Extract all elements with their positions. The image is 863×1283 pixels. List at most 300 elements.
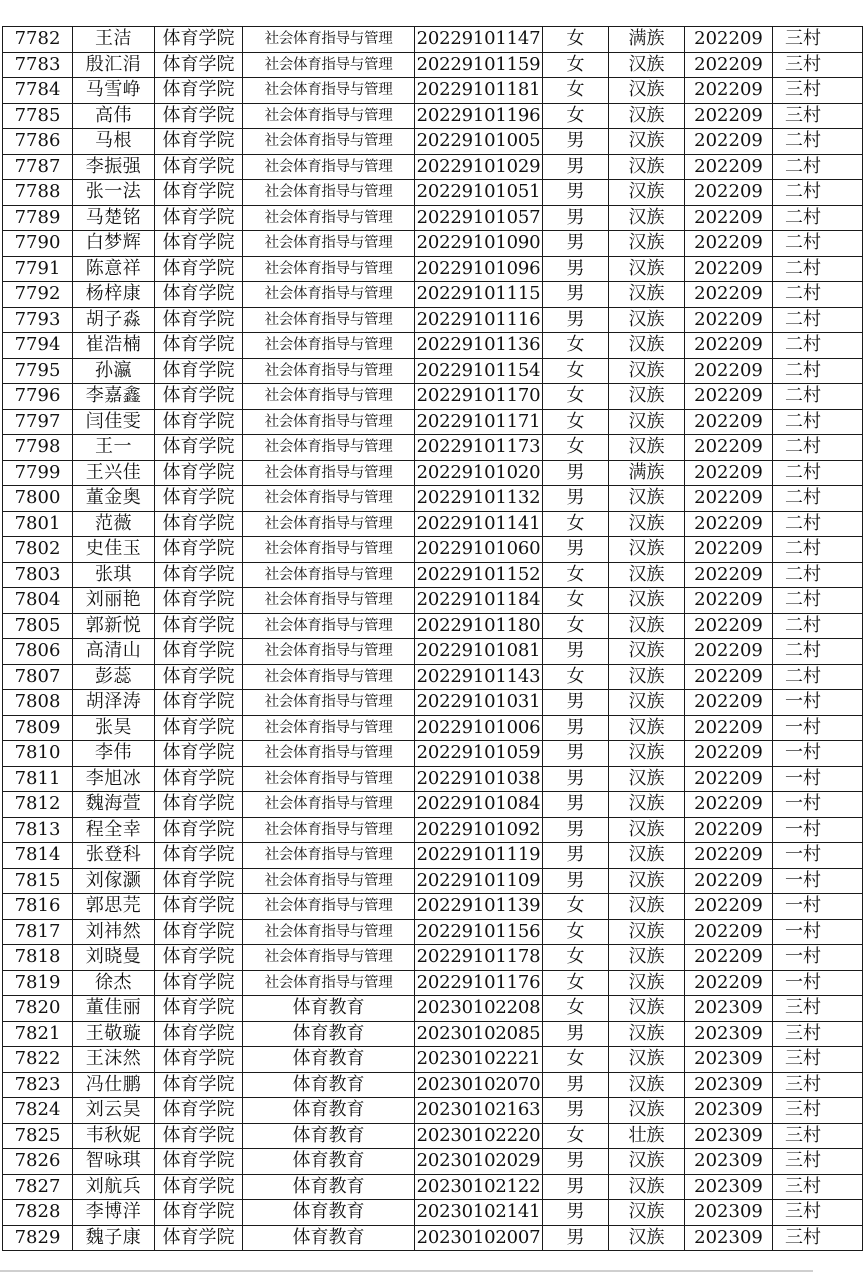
cell-enrollment: 202209 [685,256,773,282]
cell-college: 体育学院 [155,231,243,257]
cell-row-number: 7782 [3,27,73,53]
table-row [3,231,863,257]
cell-major: 体育教育 [243,996,415,1022]
cell-gender: 女 [543,511,609,537]
table-row [3,664,863,690]
cell-row-number: 7785 [3,103,73,129]
cell-college: 体育学院 [155,129,243,155]
cell-student-name: 王敬璇 [73,1021,155,1047]
cell-student-name: 马楚铭 [73,205,155,231]
cell-student-id: 20229101020 [415,460,543,486]
cell-student-name: 王一 [73,435,155,461]
cell-major: 社会体育指导与管理 [243,27,415,53]
cell-gender: 男 [543,1098,609,1124]
cell-enrollment: 202209 [685,511,773,537]
cell-ethnicity: 汉族 [609,766,685,792]
cell-student-name: 张一法 [73,180,155,206]
table-row [3,766,863,792]
cell-major: 社会体育指导与管理 [243,664,415,690]
cell-student-id: 20229101170 [415,384,543,410]
cell-row-number: 7789 [3,205,73,231]
cell-truncated-column: 三村 [773,1123,863,1149]
cell-student-id: 20229101171 [415,409,543,435]
cell-truncated-column: 二村 [773,333,863,359]
cell-student-id: 20229101173 [415,435,543,461]
cell-ethnicity: 汉族 [609,562,685,588]
cell-major: 体育教育 [243,1072,415,1098]
cell-ethnicity: 汉族 [609,1072,685,1098]
cell-student-name: 高清山 [73,639,155,665]
cell-gender: 男 [543,639,609,665]
cell-major: 社会体育指导与管理 [243,231,415,257]
cell-row-number: 7823 [3,1072,73,1098]
cell-major: 社会体育指导与管理 [243,486,415,512]
table-row [3,1225,863,1251]
cell-ethnicity: 汉族 [609,894,685,920]
table-row [3,52,863,78]
cell-gender: 男 [543,1200,609,1226]
cell-enrollment: 202209 [685,537,773,563]
cell-enrollment: 202209 [685,27,773,53]
cell-college: 体育学院 [155,205,243,231]
cell-enrollment: 202209 [685,970,773,996]
cell-major: 体育教育 [243,1225,415,1251]
cell-enrollment: 202209 [685,766,773,792]
cell-gender: 男 [543,817,609,843]
cell-gender: 男 [543,690,609,716]
cell-ethnicity: 汉族 [609,945,685,971]
cell-truncated-column: 二村 [773,664,863,690]
table-row [3,715,863,741]
cell-truncated-column: 二村 [773,205,863,231]
cell-student-id: 20229101005 [415,129,543,155]
cell-student-name: 白梦辉 [73,231,155,257]
cell-row-number: 7828 [3,1200,73,1226]
cell-enrollment: 202209 [685,282,773,308]
cell-truncated-column: 三村 [773,1200,863,1226]
cell-ethnicity: 汉族 [609,1047,685,1073]
cell-truncated-column: 二村 [773,435,863,461]
cell-truncated-column: 一村 [773,817,863,843]
cell-ethnicity: 汉族 [609,103,685,129]
cell-gender: 女 [543,52,609,78]
cell-truncated-column: 三村 [773,103,863,129]
cell-college: 体育学院 [155,358,243,384]
cell-student-id: 20229101178 [415,945,543,971]
cell-row-number: 7798 [3,435,73,461]
cell-ethnicity: 壮族 [609,1123,685,1149]
cell-major: 体育教育 [243,1174,415,1200]
cell-ethnicity: 汉族 [609,1098,685,1124]
cell-truncated-column: 一村 [773,970,863,996]
table-row [3,970,863,996]
cell-college: 体育学院 [155,154,243,180]
cell-truncated-column: 三村 [773,1174,863,1200]
cell-major: 社会体育指导与管理 [243,384,415,410]
cell-row-number: 7803 [3,562,73,588]
cell-student-name: 殷汇涓 [73,52,155,78]
cell-truncated-column: 三村 [773,1225,863,1251]
table-row [3,180,863,206]
cell-enrollment: 202209 [685,894,773,920]
cell-college: 体育学院 [155,409,243,435]
cell-truncated-column: 二村 [773,231,863,257]
table-row [3,27,863,53]
cell-row-number: 7808 [3,690,73,716]
cell-gender: 男 [543,537,609,563]
cell-row-number: 7792 [3,282,73,308]
cell-enrollment: 202209 [685,868,773,894]
cell-ethnicity: 汉族 [609,996,685,1022]
cell-ethnicity: 汉族 [609,970,685,996]
cell-major: 社会体育指导与管理 [243,511,415,537]
cell-row-number: 7815 [3,868,73,894]
cell-major: 社会体育指导与管理 [243,588,415,614]
cell-ethnicity: 汉族 [609,307,685,333]
cell-truncated-column: 一村 [773,715,863,741]
cell-ethnicity: 汉族 [609,588,685,614]
cell-truncated-column: 二村 [773,180,863,206]
table-row [3,639,863,665]
cell-gender: 男 [543,231,609,257]
cell-row-number: 7816 [3,894,73,920]
cell-student-name: 高伟 [73,103,155,129]
cell-enrollment: 202209 [685,409,773,435]
cell-row-number: 7783 [3,52,73,78]
cell-college: 体育学院 [155,486,243,512]
cell-truncated-column: 三村 [773,78,863,104]
cell-student-name: 胡泽涛 [73,690,155,716]
cell-major: 体育教育 [243,1098,415,1124]
cell-truncated-column: 三村 [773,1149,863,1175]
cell-student-name: 魏海萱 [73,792,155,818]
cell-truncated-column: 一村 [773,741,863,767]
cell-enrollment: 202209 [685,664,773,690]
cell-enrollment: 202309 [685,996,773,1022]
cell-ethnicity: 满族 [609,460,685,486]
cell-ethnicity: 汉族 [609,868,685,894]
cell-row-number: 7786 [3,129,73,155]
cell-row-number: 7821 [3,1021,73,1047]
cell-truncated-column: 二村 [773,282,863,308]
cell-student-id: 20229101156 [415,919,543,945]
table-row [3,945,863,971]
cell-student-id: 20230102220 [415,1123,543,1149]
cell-enrollment: 202309 [685,1225,773,1251]
cell-row-number: 7788 [3,180,73,206]
table-row [3,78,863,104]
cell-student-name: 范薇 [73,511,155,537]
cell-student-id: 20229101154 [415,358,543,384]
cell-student-name: 冯仕鹏 [73,1072,155,1098]
cell-student-name: 孙瀛 [73,358,155,384]
cell-college: 体育学院 [155,1123,243,1149]
table-row [3,741,863,767]
cell-college: 体育学院 [155,52,243,78]
table-row [3,1123,863,1149]
cell-student-id: 20230102085 [415,1021,543,1047]
cell-gender: 女 [543,435,609,461]
cell-major: 社会体育指导与管理 [243,358,415,384]
cell-student-name: 胡子淼 [73,307,155,333]
cell-row-number: 7800 [3,486,73,512]
cell-enrollment: 202209 [685,715,773,741]
cell-enrollment: 202209 [685,562,773,588]
cell-gender: 女 [543,103,609,129]
cell-ethnicity: 汉族 [609,1225,685,1251]
cell-major: 社会体育指导与管理 [243,843,415,869]
cell-college: 体育学院 [155,894,243,920]
cell-student-id: 20229101143 [415,664,543,690]
cell-major: 社会体育指导与管理 [243,333,415,359]
cell-enrollment: 202309 [685,1123,773,1149]
cell-row-number: 7813 [3,817,73,843]
cell-row-number: 7810 [3,741,73,767]
cell-student-name: 刘丽艳 [73,588,155,614]
cell-major: 社会体育指导与管理 [243,52,415,78]
cell-student-id: 20229101060 [415,537,543,563]
cell-ethnicity: 汉族 [609,409,685,435]
table-row [3,1098,863,1124]
table-row [3,894,863,920]
cell-major: 社会体育指导与管理 [243,205,415,231]
cell-student-id: 20229101132 [415,486,543,512]
cell-major: 社会体育指导与管理 [243,78,415,104]
cell-gender: 男 [543,766,609,792]
cell-row-number: 7824 [3,1098,73,1124]
cell-ethnicity: 汉族 [609,256,685,282]
cell-college: 体育学院 [155,1021,243,1047]
table-row [3,843,863,869]
cell-student-name: 刘傢灏 [73,868,155,894]
cell-truncated-column: 三村 [773,1047,863,1073]
cell-student-name: 闫佳雯 [73,409,155,435]
table-row [3,1174,863,1200]
cell-student-name: 李振强 [73,154,155,180]
cell-student-id: 20229101196 [415,103,543,129]
cell-ethnicity: 汉族 [609,435,685,461]
cell-student-name: 史佳玉 [73,537,155,563]
cell-row-number: 7826 [3,1149,73,1175]
cell-row-number: 7822 [3,1047,73,1073]
cell-student-id: 20229101181 [415,78,543,104]
cell-row-number: 7811 [3,766,73,792]
cell-gender: 女 [543,945,609,971]
cell-student-id: 20229101139 [415,894,543,920]
cell-ethnicity: 汉族 [609,817,685,843]
cell-major: 社会体育指导与管理 [243,715,415,741]
cell-enrollment: 202209 [685,945,773,971]
cell-major: 体育教育 [243,1123,415,1149]
cell-row-number: 7812 [3,792,73,818]
table-row [3,817,863,843]
cell-student-name: 刘晓曼 [73,945,155,971]
cell-gender: 男 [543,180,609,206]
cell-student-id: 20230102163 [415,1098,543,1124]
cell-student-name: 魏子康 [73,1225,155,1251]
cell-student-name: 韦秋妮 [73,1123,155,1149]
cell-college: 体育学院 [155,690,243,716]
table-row [3,409,863,435]
cell-truncated-column: 二村 [773,588,863,614]
cell-student-name: 刘祎然 [73,919,155,945]
cell-college: 体育学院 [155,282,243,308]
cell-college: 体育学院 [155,715,243,741]
cell-ethnicity: 汉族 [609,180,685,206]
cell-college: 体育学院 [155,1174,243,1200]
cell-enrollment: 202209 [685,613,773,639]
table-row [3,307,863,333]
cell-major: 社会体育指导与管理 [243,970,415,996]
cell-college: 体育学院 [155,384,243,410]
cell-college: 体育学院 [155,333,243,359]
cell-enrollment: 202209 [685,333,773,359]
cell-row-number: 7799 [3,460,73,486]
cell-student-id: 20230102208 [415,996,543,1022]
table-row [3,996,863,1022]
cell-student-id: 20229101038 [415,766,543,792]
cell-enrollment: 202209 [685,129,773,155]
cell-major: 社会体育指导与管理 [243,129,415,155]
cell-major: 社会体育指导与管理 [243,537,415,563]
cell-truncated-column: 二村 [773,358,863,384]
cell-truncated-column: 一村 [773,690,863,716]
cell-college: 体育学院 [155,868,243,894]
cell-ethnicity: 汉族 [609,384,685,410]
cell-row-number: 7791 [3,256,73,282]
cell-student-id: 20229101116 [415,307,543,333]
cell-enrollment: 202309 [685,1072,773,1098]
cell-student-id: 20229101051 [415,180,543,206]
cell-major: 社会体育指导与管理 [243,613,415,639]
cell-college: 体育学院 [155,460,243,486]
table-row [3,205,863,231]
cell-major: 社会体育指导与管理 [243,460,415,486]
cell-major: 社会体育指导与管理 [243,154,415,180]
cell-truncated-column: 二村 [773,562,863,588]
cell-ethnicity: 汉族 [609,358,685,384]
cell-student-id: 20229101084 [415,792,543,818]
cell-student-name: 马根 [73,129,155,155]
cell-ethnicity: 汉族 [609,741,685,767]
cell-student-name: 马雪峥 [73,78,155,104]
cell-college: 体育学院 [155,256,243,282]
cell-student-id: 20229101029 [415,154,543,180]
cell-ethnicity: 汉族 [609,486,685,512]
cell-truncated-column: 二村 [773,537,863,563]
cell-enrollment: 202209 [685,919,773,945]
cell-college: 体育学院 [155,792,243,818]
cell-enrollment: 202209 [685,384,773,410]
cell-gender: 男 [543,868,609,894]
cell-row-number: 7806 [3,639,73,665]
cell-row-number: 7818 [3,945,73,971]
cell-ethnicity: 汉族 [609,282,685,308]
cell-college: 体育学院 [155,435,243,461]
cell-student-id: 20229101092 [415,817,543,843]
cell-enrollment: 202209 [685,486,773,512]
cell-enrollment: 202209 [685,103,773,129]
cell-ethnicity: 汉族 [609,1200,685,1226]
cell-enrollment: 202209 [685,78,773,104]
cell-enrollment: 202209 [685,358,773,384]
cell-major: 社会体育指导与管理 [243,741,415,767]
cell-major: 社会体育指导与管理 [243,894,415,920]
cell-student-name: 陈意祥 [73,256,155,282]
cell-row-number: 7805 [3,613,73,639]
cell-college: 体育学院 [155,1072,243,1098]
cell-college: 体育学院 [155,511,243,537]
cell-truncated-column: 一村 [773,894,863,920]
cell-truncated-column: 二村 [773,511,863,537]
cell-truncated-column: 一村 [773,919,863,945]
cell-row-number: 7790 [3,231,73,257]
cell-truncated-column: 二村 [773,307,863,333]
cell-row-number: 7795 [3,358,73,384]
cell-student-id: 20230102221 [415,1047,543,1073]
cell-student-id: 20229101006 [415,715,543,741]
cell-gender: 男 [543,741,609,767]
cell-row-number: 7801 [3,511,73,537]
cell-gender: 男 [543,843,609,869]
cell-major: 体育教育 [243,1021,415,1047]
cell-enrollment: 202209 [685,205,773,231]
cell-major: 社会体育指导与管理 [243,562,415,588]
cell-ethnicity: 汉族 [609,613,685,639]
cell-student-name: 王洁 [73,27,155,53]
cell-student-id: 20229101152 [415,562,543,588]
cell-gender: 男 [543,307,609,333]
cell-student-id: 20230102007 [415,1225,543,1251]
cell-student-id: 20229101180 [415,613,543,639]
cell-gender: 女 [543,970,609,996]
cell-gender: 男 [543,1174,609,1200]
table-row [3,486,863,512]
cell-gender: 女 [543,588,609,614]
cell-enrollment: 202309 [685,1098,773,1124]
cell-college: 体育学院 [155,766,243,792]
cell-row-number: 7820 [3,996,73,1022]
table-row [3,384,863,410]
cell-ethnicity: 汉族 [609,1021,685,1047]
cell-student-name: 刘航兵 [73,1174,155,1200]
cell-truncated-column: 二村 [773,154,863,180]
cell-truncated-column: 三村 [773,996,863,1022]
table-row [3,282,863,308]
cell-row-number: 7794 [3,333,73,359]
cell-ethnicity: 汉族 [609,205,685,231]
cell-student-id: 20229101096 [415,256,543,282]
cell-gender: 女 [543,996,609,1022]
table-row [3,1200,863,1226]
cell-college: 体育学院 [155,1200,243,1226]
table-row [3,511,863,537]
cell-college: 体育学院 [155,103,243,129]
cell-ethnicity: 汉族 [609,154,685,180]
cell-row-number: 7829 [3,1225,73,1251]
roster-body [3,27,863,1251]
cell-major: 社会体育指导与管理 [243,180,415,206]
cell-truncated-column: 一村 [773,792,863,818]
cell-truncated-column: 三村 [773,27,863,53]
cell-student-name: 李伟 [73,741,155,767]
cell-ethnicity: 汉族 [609,919,685,945]
cell-student-name: 崔浩楠 [73,333,155,359]
cell-student-name: 郭新悦 [73,613,155,639]
cell-student-id: 20229101031 [415,690,543,716]
cell-gender: 女 [543,664,609,690]
cell-gender: 男 [543,1225,609,1251]
